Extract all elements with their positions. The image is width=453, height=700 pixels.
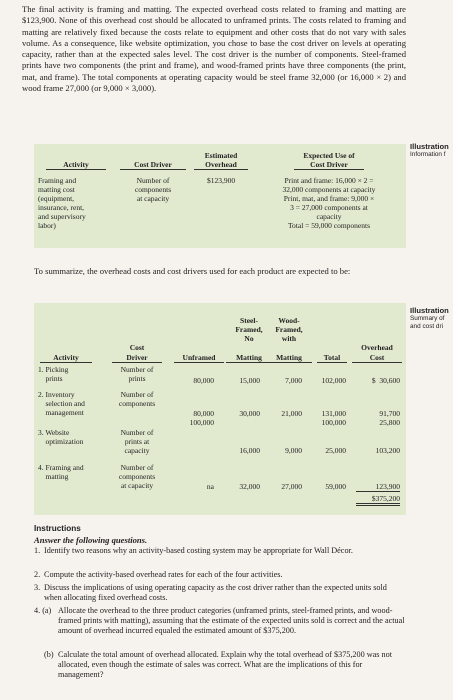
row3-cost: 103,200 xyxy=(375,446,400,455)
header-wood-1: Wood- xyxy=(278,316,300,325)
summary-table xyxy=(34,303,406,515)
row4-unframed: na xyxy=(206,482,214,491)
header-cost-driver-2: Cost Driver xyxy=(294,160,364,170)
grand-total: $375,200 xyxy=(356,494,400,506)
row2-total: 131,000 100,000 xyxy=(321,409,346,427)
header-cost: Cost xyxy=(352,353,402,363)
row2-wood: 21,000 xyxy=(281,409,302,418)
illustration-label-2: Illustration Summary of and cost dri xyxy=(410,306,449,330)
row4-steel: 32,000 xyxy=(239,482,260,491)
row1-driver: Number of prints xyxy=(120,365,154,383)
row2-unframed: 80,000 100,000 xyxy=(189,409,214,427)
question-4a: 4. (a) Allocate the overhead to the three product categories (unframed prints, steel-framed prints, and wood-framed prints with matting), assuming that the estimate of the expected units sold is correct and the actual amount of overhead incurred equaled the estimated amount of $375,200. xyxy=(34,606,405,636)
header-unframed: Unframed xyxy=(174,353,224,363)
header-steel-4: Matting xyxy=(226,353,272,363)
row4-total: 59,000 xyxy=(325,482,346,491)
row1-activity: 1. Picking prints xyxy=(38,365,69,383)
table1-expected: Print and frame: 16,000 × 2 = 32,000 components at capacity Print, mat, and frame: 9,000 × 3 = 27,000 components at capacity Total = 59,000 components xyxy=(282,176,376,230)
header-cost: Cost xyxy=(129,343,145,352)
instructions-subtitle: Answer the following questions. xyxy=(34,535,148,545)
row2-driver: Number of components xyxy=(118,390,156,408)
row2-activity: 2. Inventory selection and management xyxy=(38,390,85,417)
header-driver: Driver xyxy=(112,353,162,363)
summary-paragraph: To summarize, the overhead costs and cost drivers used for each product are expected to be: xyxy=(34,266,351,276)
question-3: 3. Discuss the implications of using operating capacity as the cost driver rather than the expected units sold when allocating fixed overhead costs. xyxy=(34,583,387,603)
row1-total: 102,000 xyxy=(321,376,346,385)
header-overhead: Overhead xyxy=(194,160,248,170)
row1-cost: $ 30,600 xyxy=(371,376,400,385)
header-total: Total xyxy=(317,353,347,363)
header-estimated: Estimated xyxy=(204,151,238,160)
table1-driver: Number of components at capacity xyxy=(134,176,172,203)
row2-cost: 91,700 25,800 xyxy=(379,409,400,427)
header-steel-1: Steel- xyxy=(240,316,258,325)
row3-steel: 16,000 xyxy=(239,446,260,455)
cost-driver-table xyxy=(34,144,406,248)
header-cost-driver: Cost Driver xyxy=(120,160,186,170)
row4-driver: Number of components at capacity xyxy=(118,463,156,490)
header-steel-3: No xyxy=(244,334,254,343)
question-1: 1. Identify two reasons why an activity-based costing system may be appropriate for Wall Décor. xyxy=(34,546,353,555)
header-steel-2: Framed, xyxy=(235,325,263,334)
header-wood-3: with xyxy=(281,334,297,343)
row3-total: 25,000 xyxy=(325,446,346,455)
instructions-title: Instructions xyxy=(34,524,81,533)
table1-activity: Framing and matting cost (equipment, insurance, rent, and supervisory labor) xyxy=(38,176,86,230)
row3-wood: 9,000 xyxy=(285,446,302,455)
row4-wood: 27,000 xyxy=(281,482,302,491)
header-activity: Activity xyxy=(46,160,106,170)
row1-steel: 15,000 xyxy=(239,376,260,385)
row4-cost: 123,900 xyxy=(356,482,400,492)
row3-driver: Number of prints at capacity xyxy=(120,428,154,455)
row2-steel: 30,000 xyxy=(239,409,260,418)
header-wood-2: Framed, xyxy=(275,325,303,334)
row1-unframed: 80,000 xyxy=(193,376,214,385)
row3-activity: 3. Website optimization xyxy=(38,428,84,446)
intro-paragraph: The final activity is framing and matting. The expected overhead costs related to framing and matting are $123,900. None of this overhead cost should be allocated to unframed prints. The costs related to framing and matting are relatively fixed because the costs relate to equipment and other costs that do not vary with sales volume. As a consequence, like website optimization, you chose to base the cost driver on levels at operating capacity, rather than at the expected sales level. The cost driver is the number of components. Steel-framed prints have two components (the print and frame), and wood-framed prints have three components (the print, mat, and frame). The total components at operating capacity would be steel frame 32,000 (or 16,000 × 2) and wood frame 27,000 (or 9,000 × 3,000). xyxy=(22,4,406,94)
row1-wood: 7,000 xyxy=(285,376,302,385)
table1-overhead: $123,900 xyxy=(206,176,236,185)
question-2: 2. Compute the activity-based overhead rates for each of the four activities. xyxy=(34,570,283,579)
header-expected-use: Expected Use of xyxy=(303,151,355,160)
header-wood-4: Matting xyxy=(266,353,312,363)
header-activity: Activity xyxy=(40,353,92,363)
question-4b: (b) Calculate the total amount of overhead allocated. Explain why the total overhead of $375,200 was not allocated, even though the estimate of sales was correct. What are the implications of this for management? xyxy=(44,650,392,680)
row4-activity: 4. Framing and matting xyxy=(38,463,84,481)
illustration-label-1: Illustration Information f xyxy=(410,142,449,158)
header-overhead: Overhead xyxy=(361,343,393,352)
